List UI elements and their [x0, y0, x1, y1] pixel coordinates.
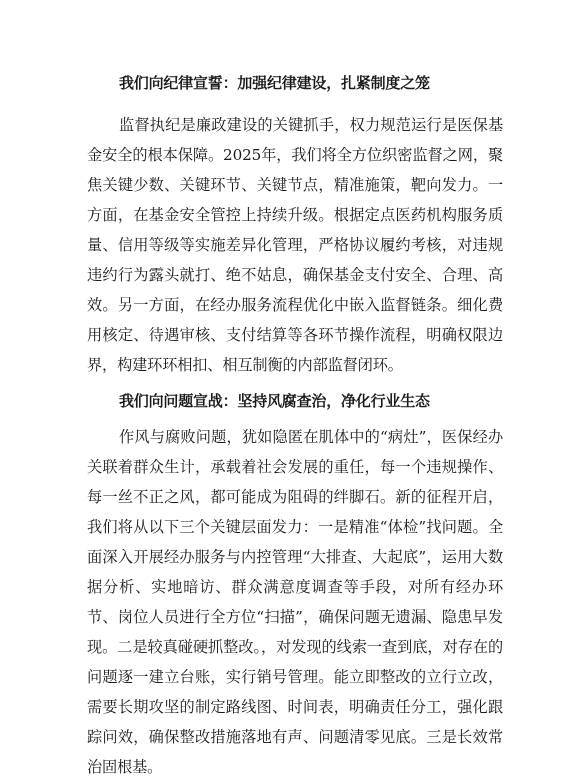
section-heading-problems: 我们向问题宣战：坚持风腐查治，净化行业生态 — [119, 392, 430, 410]
section-heading-discipline: 我们向纪律宣誓：加强纪律建设，扎紧制度之笼 — [119, 74, 430, 92]
document-body — [87, 68, 503, 782]
paragraph-supervision: 监督执纪是廉政建设的关键抓手，权力规范运行是医保基金安全的根本保障。2025年，我们将全方位织密监督之网，聚焦关键少数、关键环节、关键节点，精准施策，靶向发力。一方面，在基金安全管控上持续升级。根据定点医药机构服务质量、信用等级等实施差异化管理，严格协议履约考核，对违规违约行为露头就打、绝不姑息，确保基金支付安全、合理、高效。另一方面，在经办服务流程优化中嵌入监督链条。细化费用核定、待遇审核、支付结算等各环节操作流程，明确权限边界，构建环环相扣、相互制衡的内部监督闭环。 — [87, 116, 503, 374]
paragraph-rectification: 作风与腐败问题，犹如隐匿在肌体中的“病灶”，医保经办关联着群众生计，承载着社会发展的重任，每一个违规操作、每一丝不正之风，都可能成为阻碍的绊脚石。新的征程开启，我们将从以下三个关键层面发力：一是精准“体检”找问题。全面深入开展经办服务与内控管理“大排查、大起底”，运用大数据分析、实地暗访、群众满意度调查等手段，对所有经办环节、岗位人员进行全方位“扫描”，确保问题无遗漏、隐患早发现。二是较真碰硬抓整改。，对发现的线索一查到底，对存在的问题逐一建立台账，实行销号管理。能立即整改的立行立改，需要长期攻坚的制定路线图、时间表，明确责任分工，强化跟踪问效，确保整改措施落地有声、问题清零见底。三是长效常治固根基。 — [87, 428, 503, 776]
